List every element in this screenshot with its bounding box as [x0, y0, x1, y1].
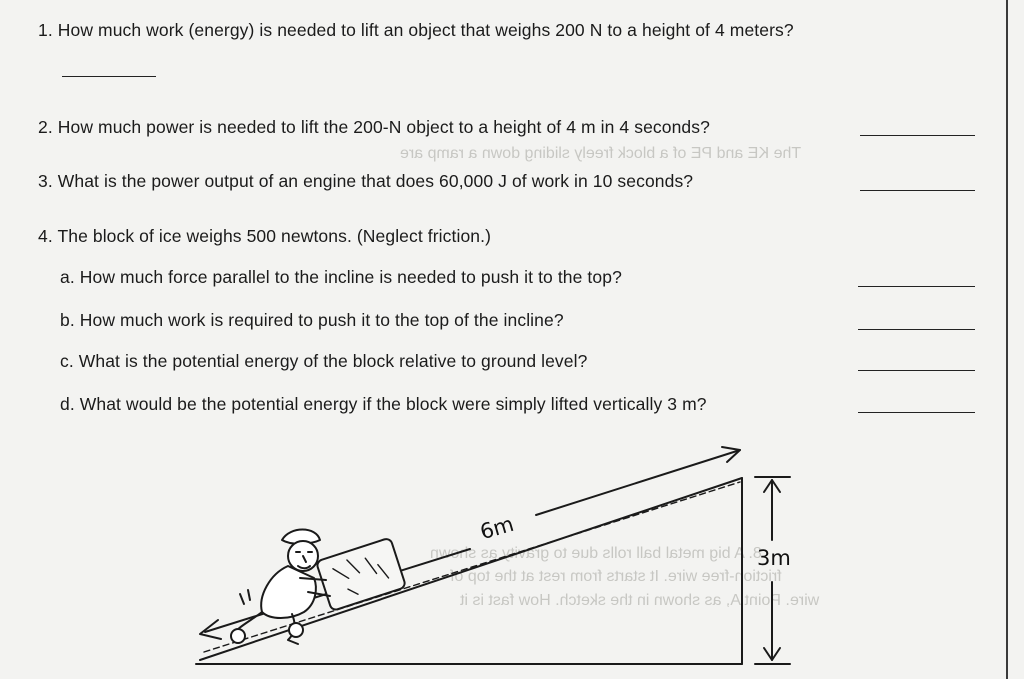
- bleed-through-text: 8. A big metal ball rolls due to gravity as shown: [430, 545, 762, 562]
- ice-block: [316, 538, 406, 612]
- question-4: 4. The block of ice weighs 500 newtons. (Neglect friction.): [38, 226, 492, 246]
- question-3: 3. What is the power output of an engine that does 60,000 J of work in 10 seconds?: [38, 171, 694, 191]
- height-label: 3m: [757, 546, 791, 570]
- question-4b: b. How much work is required to push it to the top of the incline?: [60, 310, 564, 330]
- person-pushing-figure: [231, 530, 330, 645]
- question-1: 1. How much work (energy) is needed to lift an object that weighs 200 N to a height of 4 meters?: [38, 20, 794, 40]
- bleed-through-text: wire. Point A, as shown in the sketch. How fast is it: [460, 592, 820, 609]
- question-2: 2. How much power is needed to lift the 200-N object to a height of 4 m in 4 seconds?: [38, 117, 710, 137]
- page-edge-rule: [1006, 0, 1008, 679]
- bleed-through-text: The KE and PE of a block freely sliding down a ramp are: [400, 145, 802, 162]
- question-4d: d. What would be the potential energy if the block were simply lifted vertically 3 m?: [60, 394, 707, 414]
- incline-length-label: 6m: [477, 511, 517, 545]
- length-dimension-line: [536, 450, 740, 515]
- question-4a: a. How much force parallel to the incline is needed to push it to the top?: [60, 267, 622, 287]
- question-4c: c. What is the potential energy of the block relative to ground level?: [60, 351, 588, 371]
- bleed-through-text: friction-free wire. It starts from rest at the top of: [450, 568, 782, 585]
